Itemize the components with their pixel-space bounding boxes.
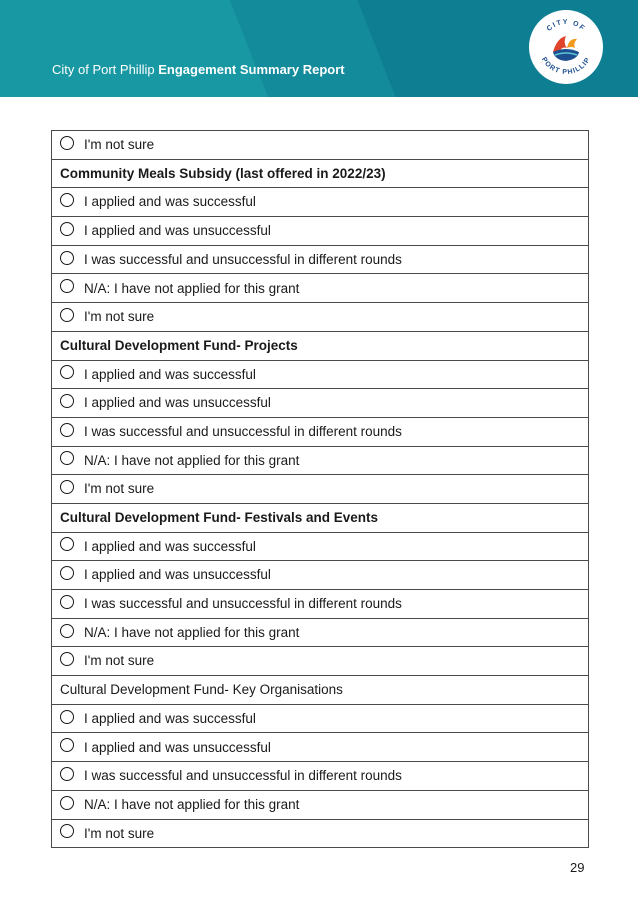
option-row [52, 217, 589, 246]
radio-circle-icon[interactable] [60, 251, 74, 265]
city-logo [529, 10, 603, 84]
option-label: I applied and was unsuccessful [84, 567, 271, 583]
radio-option[interactable] [60, 367, 588, 381]
radio-option[interactable] [60, 539, 588, 553]
option-row [52, 274, 589, 303]
option-label: N/A: I have not applied for this grant [84, 796, 300, 812]
grant-options-table [51, 130, 589, 848]
option-cell[interactable] [52, 704, 589, 733]
option-row [52, 561, 589, 590]
option-cell[interactable] [52, 446, 589, 475]
option-label: I'm not sure [84, 137, 155, 153]
option-cell[interactable] [52, 188, 589, 217]
radio-option[interactable] [60, 712, 588, 726]
option-cell[interactable] [52, 389, 589, 418]
section-row [52, 503, 589, 532]
logo-text-top: CITY OF [545, 18, 587, 33]
section-heading: Community Meals Subsidy (last offered in 2022/23) [52, 159, 589, 188]
option-row [52, 389, 589, 418]
option-label: N/A: I have not applied for this grant [84, 280, 300, 296]
header-org-name: City of Port Phillip [52, 62, 155, 77]
option-row [52, 762, 589, 791]
option-cell[interactable] [52, 303, 589, 332]
radio-option[interactable] [60, 281, 588, 295]
radio-option[interactable] [60, 798, 588, 812]
radio-circle-icon[interactable] [60, 193, 74, 207]
city-logo-icon [529, 10, 603, 84]
option-cell[interactable] [52, 590, 589, 619]
radio-circle-icon[interactable] [60, 222, 74, 236]
header-title [52, 62, 345, 77]
section-heading: Cultural Development Fund- Festivals and Events [52, 503, 589, 532]
option-row [52, 790, 589, 819]
option-row [52, 188, 589, 217]
radio-option[interactable] [60, 453, 588, 467]
option-row [52, 475, 589, 504]
option-label: I'm not sure [84, 481, 155, 497]
radio-option[interactable] [60, 425, 588, 439]
section-heading: Cultural Development Fund- Projects [52, 331, 589, 360]
option-label: I applied and was unsuccessful [84, 739, 271, 755]
radio-option[interactable] [60, 568, 588, 582]
option-cell[interactable] [52, 762, 589, 791]
radio-circle-icon[interactable] [60, 365, 74, 379]
radio-option[interactable] [60, 396, 588, 410]
option-cell[interactable] [52, 647, 589, 676]
radio-option[interactable] [60, 597, 588, 611]
option-label: I was successful and unsuccessful in different rounds [84, 423, 402, 439]
option-label: I was successful and unsuccessful in different rounds [84, 596, 402, 612]
option-label: I applied and was successful [84, 194, 256, 210]
radio-circle-icon[interactable] [60, 537, 74, 551]
option-row [52, 704, 589, 733]
radio-circle-icon[interactable] [60, 451, 74, 465]
radio-circle-icon[interactable] [60, 767, 74, 781]
radio-option[interactable] [60, 195, 588, 209]
option-cell[interactable] [52, 819, 589, 848]
option-row [52, 590, 589, 619]
radio-circle-icon[interactable] [60, 652, 74, 666]
option-cell[interactable] [52, 475, 589, 504]
option-row [52, 360, 589, 389]
option-cell[interactable] [52, 274, 589, 303]
option-row [52, 618, 589, 647]
radio-circle-icon[interactable] [60, 738, 74, 752]
option-cell[interactable] [52, 618, 589, 647]
page-number: 29 [570, 860, 585, 875]
option-cell[interactable] [52, 245, 589, 274]
page-header [0, 0, 638, 97]
header-report-title: Engagement Summary Report [158, 62, 345, 77]
radio-circle-icon[interactable] [60, 595, 74, 609]
section-row [52, 331, 589, 360]
option-cell[interactable] [52, 417, 589, 446]
option-row [52, 819, 589, 848]
radio-circle-icon[interactable] [60, 423, 74, 437]
radio-option[interactable] [60, 769, 588, 783]
radio-circle-icon[interactable] [60, 136, 74, 150]
radio-option[interactable] [60, 626, 588, 640]
option-cell[interactable] [52, 561, 589, 590]
option-row [52, 245, 589, 274]
radio-circle-icon[interactable] [60, 308, 74, 322]
option-label: N/A: I have not applied for this grant [84, 452, 300, 468]
option-row [52, 733, 589, 762]
option-row [52, 647, 589, 676]
option-label: I applied and was successful [84, 710, 256, 726]
logo-text-bottom: PORT PHILLIP [539, 56, 593, 77]
option-cell[interactable] [52, 532, 589, 561]
radio-option[interactable] [60, 482, 588, 496]
radio-circle-icon[interactable] [60, 279, 74, 293]
radio-option[interactable] [60, 138, 588, 152]
option-label: I applied and was unsuccessful [84, 395, 271, 411]
option-cell[interactable] [52, 217, 589, 246]
option-label: I was successful and unsuccessful in different rounds [84, 768, 402, 784]
option-cell[interactable] [52, 733, 589, 762]
radio-circle-icon[interactable] [60, 480, 74, 494]
option-label: I applied and was unsuccessful [84, 223, 271, 239]
option-row [52, 446, 589, 475]
option-label: I was successful and unsuccessful in different rounds [84, 251, 402, 267]
option-row [52, 532, 589, 561]
option-label: I applied and was successful [84, 538, 256, 554]
section-heading: Cultural Development Fund- Key Organisations [52, 676, 589, 705]
option-row [52, 131, 589, 160]
radio-circle-icon[interactable] [60, 566, 74, 580]
option-cell[interactable] [52, 360, 589, 389]
radio-option[interactable] [60, 654, 588, 668]
svg-text:CITY OF [546, 19, 587, 33]
option-row [52, 303, 589, 332]
radio-option[interactable] [60, 826, 588, 840]
radio-option[interactable] [60, 740, 588, 754]
option-label: I'm not sure [84, 825, 155, 841]
radio-circle-icon[interactable] [60, 624, 74, 638]
section-row [52, 676, 589, 705]
radio-circle-icon[interactable] [60, 796, 74, 810]
option-row [52, 417, 589, 446]
radio-option[interactable] [60, 224, 588, 238]
option-label: I applied and was successful [84, 366, 256, 382]
radio-option[interactable] [60, 253, 588, 267]
option-cell[interactable] [52, 790, 589, 819]
section-row [52, 159, 589, 188]
option-label: I'm not sure [84, 653, 155, 669]
radio-circle-icon[interactable] [60, 710, 74, 724]
option-cell[interactable] [52, 131, 589, 160]
radio-circle-icon[interactable] [60, 394, 74, 408]
radio-option[interactable] [60, 310, 588, 324]
radio-circle-icon[interactable] [60, 824, 74, 838]
option-label: I'm not sure [84, 309, 155, 325]
option-label: N/A: I have not applied for this grant [84, 624, 300, 640]
